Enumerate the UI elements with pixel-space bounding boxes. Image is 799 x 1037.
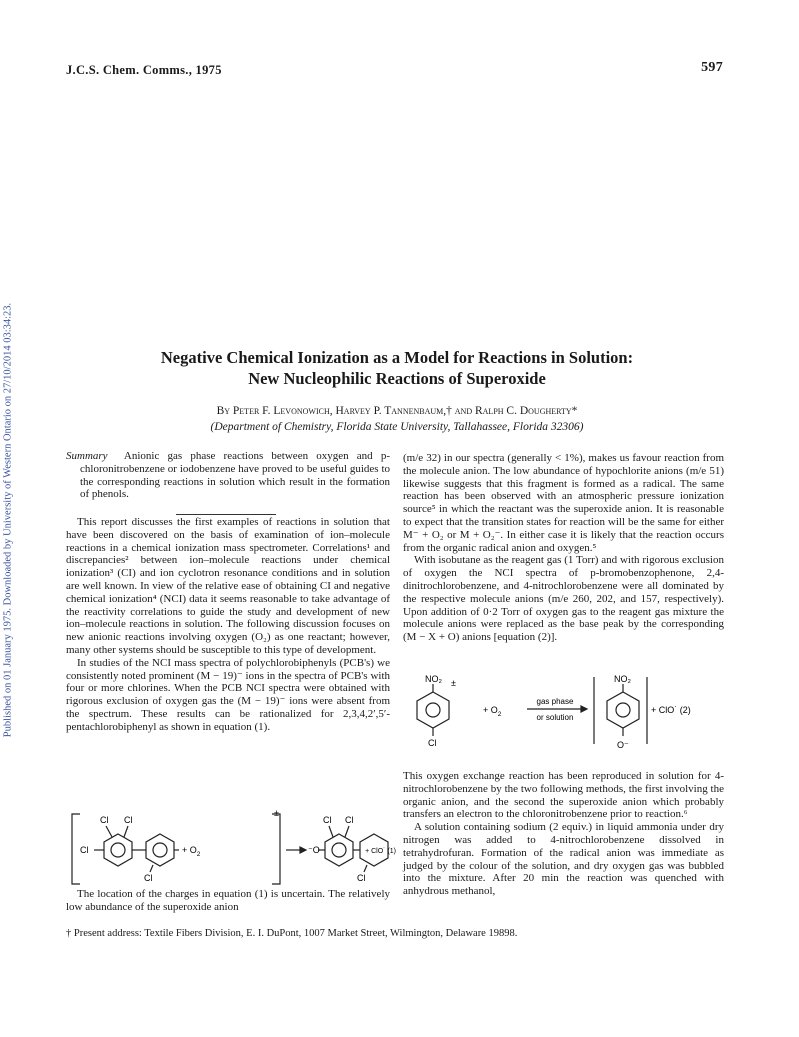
left-column-upper: [66, 516, 390, 734]
eq1-chlorine-1: Cl: [100, 815, 109, 825]
eq2-arrow-label-bottom: or solution: [536, 713, 574, 722]
equation-2-diagram: [403, 672, 724, 758]
journal-header: J.C.S. Chem. Comms., 1975: [66, 63, 222, 77]
summary-label: Summary: [66, 450, 108, 462]
summary-block: [66, 450, 390, 501]
section-divider: [176, 514, 276, 515]
left-paragraph-3: The location of the charges in equation (1) is uncertain. The relatively low abundance of the superoxide anion: [66, 888, 390, 913]
eq1-product-chlorine-1: Cl: [323, 815, 332, 825]
eq1-chlorine-4: Cl: [144, 873, 153, 883]
page-number: 597: [701, 60, 723, 75]
eq2-product-nitro: NO₂: [614, 674, 631, 684]
equation-1-diagram: [66, 806, 396, 890]
summary-paragraph: [66, 450, 390, 501]
eq1-product-chlorine-3: Cl: [357, 873, 366, 883]
right-paragraph-2: With isobutane as the reagent gas (1 Torr) and with rigorous exclusion of oxygen the NCI spectra of p-bromobenzophenone, 2,4-dinitrochlorobenzene, and 4-nitrochlorobenzene were all dominated by the respective molecule anions (m/e 260, 202, and 157, respectively). Upon addition of 0·2 Torr of oxygen gas to the reagent gas mixture the molecule anions were replaced as the base peak by the corresponding (M − X + O) anions [equation (2)].: [403, 554, 724, 644]
eq1-charge-marker: ±: [274, 808, 279, 818]
right-paragraph-3: This oxygen exchange reaction has been reproduced in solution for 4-nitrochlorobenzene by the two following methods, the first involving the organic anion, and the second the superoxide anion which probably transfers an electron to the chloronitrobenzene prior to reaction.⁶: [403, 770, 724, 821]
eq1-chlorine-3: Cl: [80, 845, 89, 855]
title-line-1: Negative Chemical Ionization as a Model for Reactions in Solution:: [160, 348, 634, 367]
title-line-2: New Nucleophilic Reactions of Superoxide: [248, 369, 546, 388]
author-affiliation: (Department of Chemistry, Florida State University, Tallahassee, Florida 32306): [210, 421, 584, 433]
footnote: † Present address: Textile Fibers Division, E. I. DuPont, 1007 Market Street, Wilmington, Delaware 19898.: [66, 928, 518, 939]
right-paragraph-1: (m/e 32) in our spectra (generally < 1%), makes us favour reaction from the molecule anion. The low abundance of hypochlorite anions (m/e 51) likewise suggests that this fragment is formed as a radical. The same reaction has been observed with an atmospheric pressure ionization source⁵ in which the reactant was the superoxide anion. It is reasonable to expect that the transition states for reaction will be the same for either M⁻ + O₂ or M + O₂⁻. In either case it is likely that the reaction occurs from the organic radical anion and oxygen.⁵: [403, 452, 724, 554]
left-column-lower: [66, 888, 390, 914]
eq1-plus-oxygen: + $O_2$: [182, 845, 201, 858]
author-byline: By Peter F. Levonowich, Harvey P. Tannenbaum,† and Ralph C. Dougherty*: [216, 405, 578, 417]
eq2-product-oxide: O⁻: [617, 740, 629, 750]
eq1-chlorine-2: Cl: [124, 815, 133, 825]
eq1-product-chlorine-2: Cl: [345, 815, 354, 825]
right-paragraph-4: A solution containing sodium (2 equiv.) in liquid ammonia under dry nitrogen was added to 4-nitrochlorobenzene dissolved in tetrahydrofuran. Formation of the radical anion was immediate as judged by the colour of the solution, and dry oxygen gas was bubbled into the mixture. After 20 min the reaction was quenched with anhydrous methanol,: [403, 821, 724, 898]
eq2-charge-marker: ±: [451, 678, 456, 688]
download-watermark: [2, 190, 14, 850]
eq2-product-tail: + ClO˙ (2): [651, 705, 691, 715]
download-watermark-text: Published on 01 January 1975. Downloaded by University of Western Ontario on 27/10/2014 03:34:23.: [2, 302, 14, 738]
summary-text: Anionic gas phase reactions between oxygen and p-chloronitrobenzene or iodobenzene have proved to be useful guides to the corresponding reactions in solution which result in the formation of phenols.: [80, 450, 390, 501]
eq2-arrow-label-top: gas phase: [536, 697, 574, 706]
left-paragraph-2: In studies of the NCI mass spectra of polychlorobiphenyls (PCB's) we consistently noted prominent (M − 19)⁻ ions in the spectra of PCB's with four or more chlorines. When the PCB NCI spectra were obtained with rigorous exclusion of oxygen gas the (M − 19)⁻ ions were absent from the spectrum. These results can be rationalized for 2,3,4,2′,5′-pentachlorobiphenyl as shown in equation (1).: [66, 656, 390, 733]
eq1-phenoxide-o: ⁻O: [308, 845, 320, 855]
eq2-plus-oxygen: + $O_2$: [483, 705, 502, 718]
right-column-lower: [403, 770, 724, 898]
article-title: [66, 347, 728, 389]
eq1-product-tail: + ClO˙ (1): [365, 848, 396, 855]
eq2-nitro-group: NO₂: [425, 674, 442, 684]
author-block: [66, 403, 728, 435]
right-column-upper: [403, 452, 724, 644]
eq2-chlorine: Cl: [428, 738, 437, 748]
left-paragraph-1: This report discusses the first examples of reactions in solution that have been discovered on the basis of examination of ion–molecule reactions in a chemical ionization mass spectrometer. Correlations¹ and discrepancies² between ion–molecule reactions under chemical ionization³ (CI) and ion cyclotron resonance conditions and in solution are well known. In view of the relative ease of obtaining CI and negative chemical ionization⁴ (NCI) data it seems reasonable to take advantage of the reactivity correlations to guide the study and development of new ion–molecule reactions in solution. The following discussion focuses on new anionic reactions involving oxygen (O₂) as one reactant; however, many other systems should be susceptible to this type of development.: [66, 516, 390, 656]
